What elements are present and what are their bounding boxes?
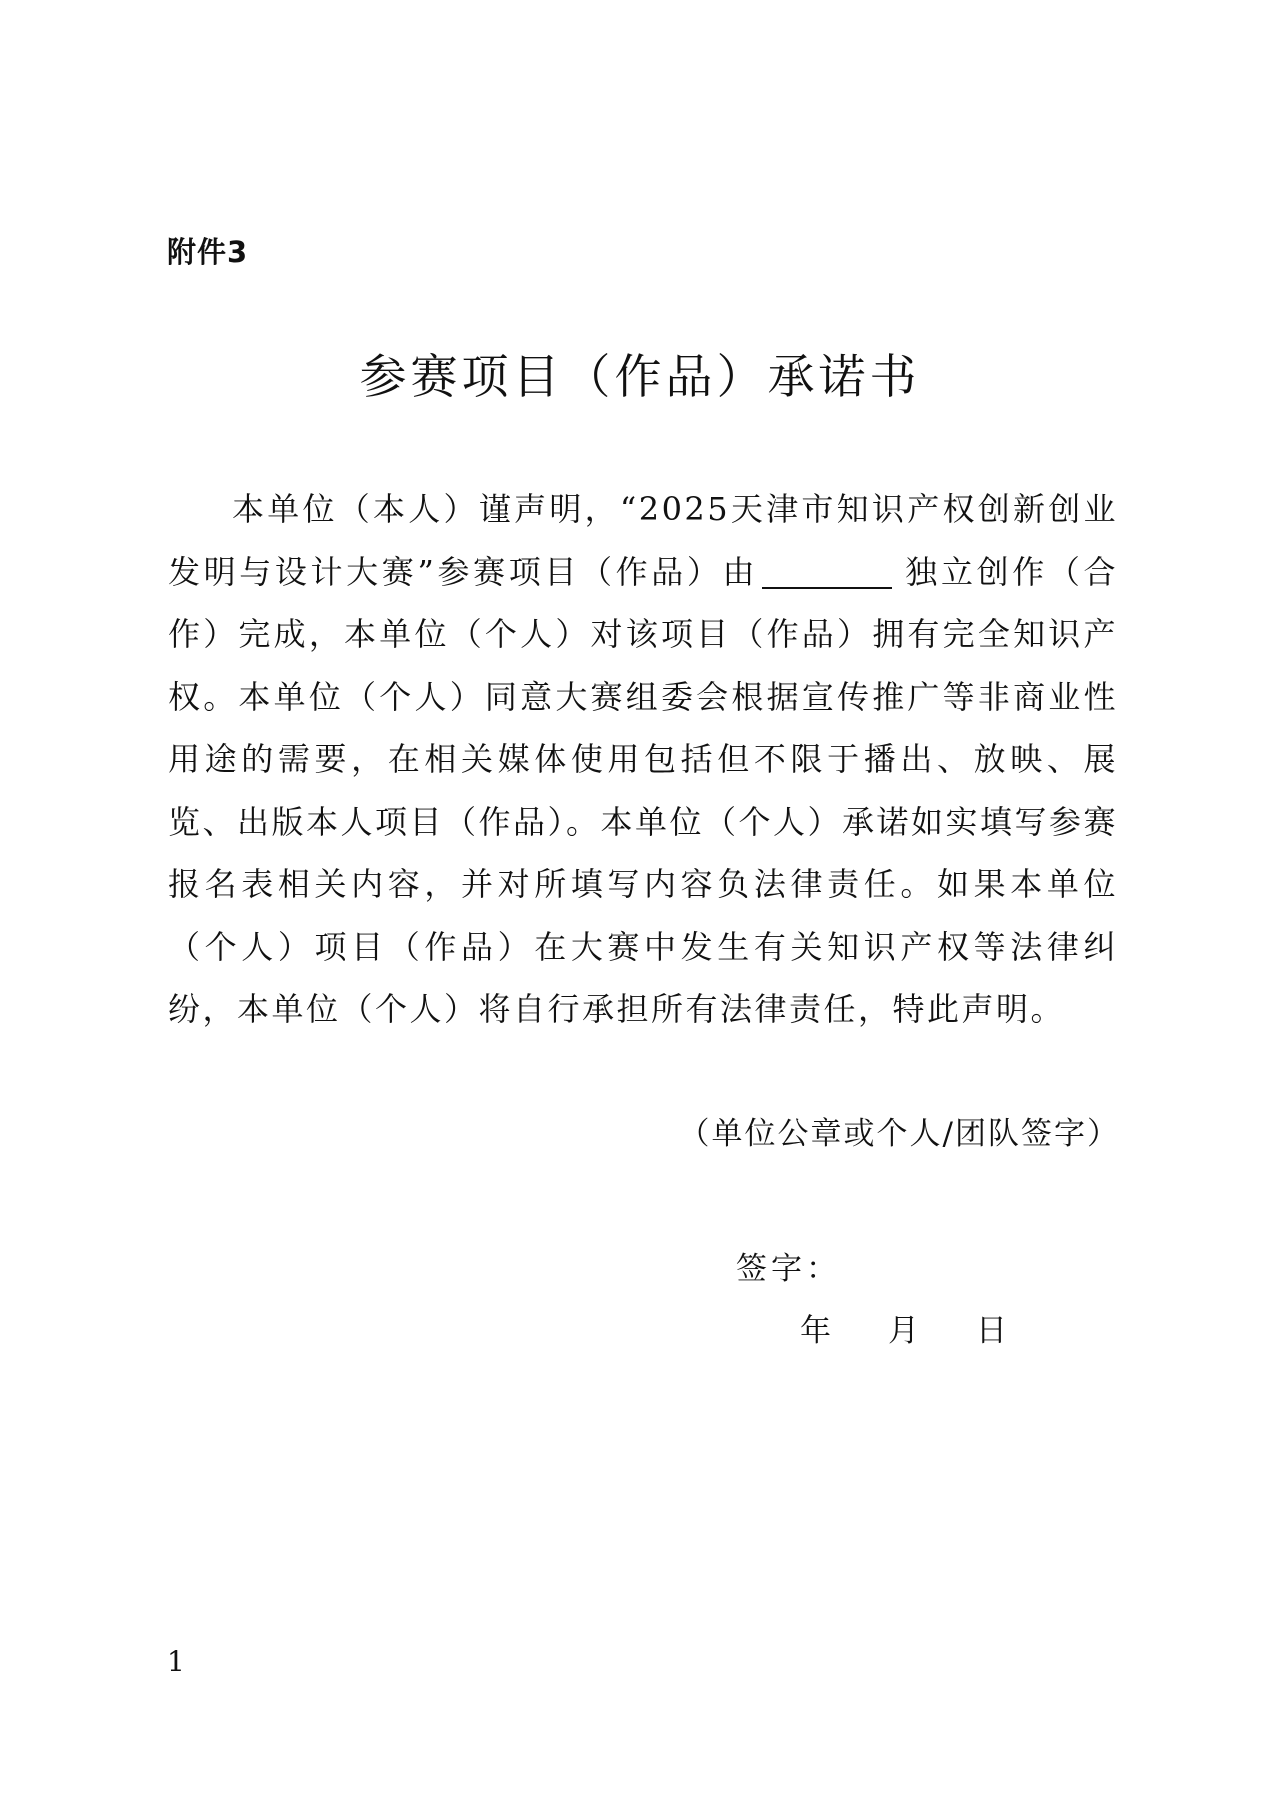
seal-note: （单位公章或个人/团队签字） bbox=[678, 1116, 1120, 1152]
creator-blank-field bbox=[762, 551, 892, 588]
declaration-text-part2: 独立创作（合作）完成，本单位（个人）对该项目（作品）拥有完全知识产权。本单位（个人）同意大赛组委会根据宣传推广等非商业性用途的需要，在相关媒体使用包括但不限于播出、放映、展览、出版本人项目（作品）。本单位（个人）承诺如实填写参赛报名表相关内容，并对所填写内容负法律责任。如果本单位（个人）项目（作品）在大赛中发生有关知识产权等法律纠纷，本单位（个人）将自行承担所有法律责任，特此声明。 bbox=[168, 552, 1119, 1028]
year-label: 年 bbox=[800, 1313, 831, 1349]
page-number: 1 bbox=[167, 1645, 185, 1678]
date-line bbox=[800, 1305, 1007, 1350]
signature-label: 签字： bbox=[736, 1251, 841, 1287]
declaration-text-part1: 本单位（本人）谨声明，“2025天津市知识产权创新创业发明与设计大赛”参赛项目（作品）由 bbox=[168, 490, 1118, 591]
attachment-label: 附件3 bbox=[167, 235, 249, 269]
month-label: 月 bbox=[888, 1313, 919, 1349]
document-title: 参赛项目（作品）承诺书 bbox=[359, 350, 921, 405]
day-label: 日 bbox=[976, 1313, 1007, 1349]
declaration-paragraph bbox=[168, 478, 1118, 1041]
